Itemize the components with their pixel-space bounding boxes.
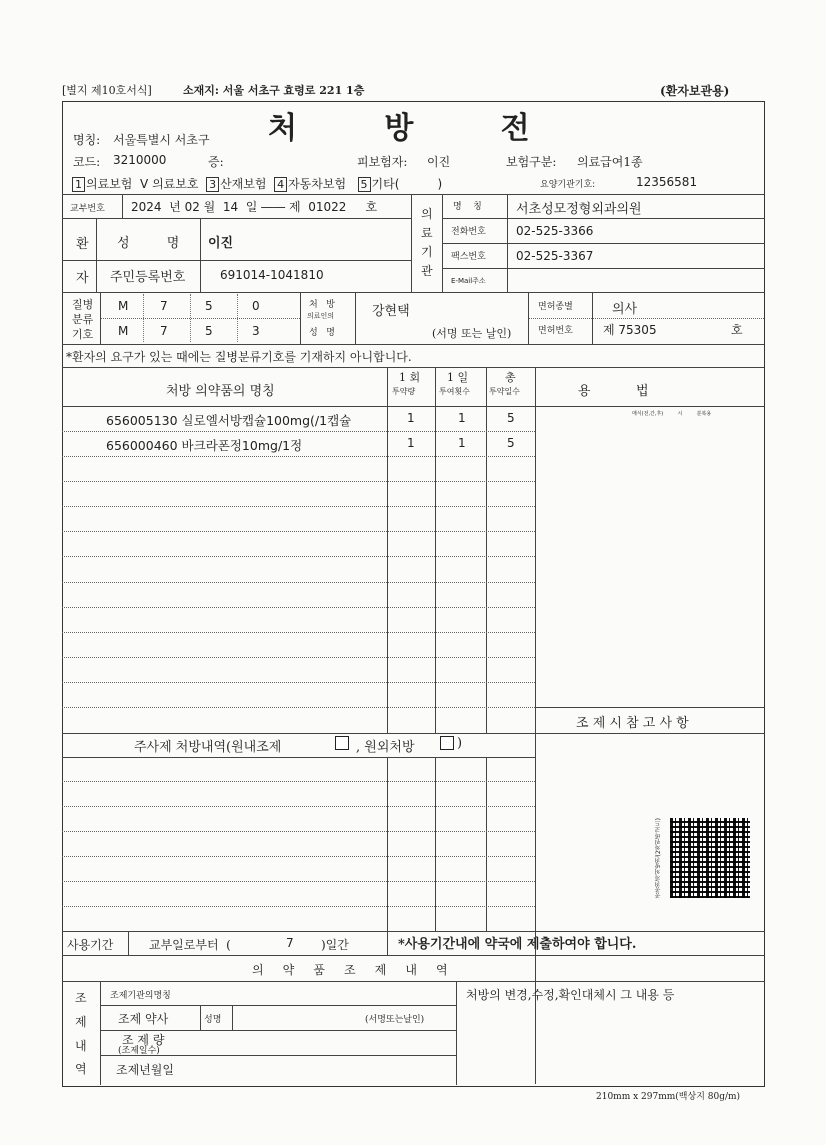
signature-hint: (서명 또는 날인) xyxy=(432,327,512,340)
code-label: 코드: xyxy=(73,155,101,169)
rx-item-dose: 1 xyxy=(407,436,415,450)
rrn-value: 691014-1041810 xyxy=(220,268,324,282)
option-5-box: 5 xyxy=(358,177,371,192)
rx-item-freq: 1 xyxy=(458,411,466,425)
inst-name-value: 서초성모정형외과의원 xyxy=(516,202,642,217)
period-text-b: )일간 xyxy=(321,938,349,952)
patient-side-label-1: 환 xyxy=(76,237,89,252)
license-type-label: 면허종별 xyxy=(538,302,573,312)
page-title: 처 방 전 xyxy=(268,111,544,146)
insurance-type-label: 보험구분: xyxy=(506,155,557,169)
col-days-top: 총 xyxy=(505,371,516,384)
inst-fax-value: 02-525-3367 xyxy=(516,249,594,263)
disease-code-2-0: M xyxy=(118,324,129,338)
rx-item-days: 5 xyxy=(507,411,515,425)
injection-label-c: ) xyxy=(457,736,463,751)
col-usage: 용 법 xyxy=(578,384,649,399)
pharmacist-label: 조제 약사 xyxy=(118,1012,169,1026)
option-3-label: 산재보험 xyxy=(220,177,267,191)
period-days: 7 xyxy=(286,936,294,950)
dispense-institution-label: 조제기관의명칭 xyxy=(110,991,171,1001)
license-type-value: 의사 xyxy=(612,302,638,317)
paper-spec: 210mm x 297mm(백상지 80g/m) xyxy=(596,1092,741,1102)
license-no-label: 면허번호 xyxy=(538,326,573,336)
col-freq-bottom: 투여횟수 xyxy=(439,387,470,396)
dispense-side-4: 역 xyxy=(75,1062,87,1076)
period-label: 사용기간 xyxy=(67,938,114,952)
issue-date: 2024 년 02 월 14 일 ―― 제 01022 호 xyxy=(131,200,378,214)
name-label: 명칭: xyxy=(73,133,101,147)
option-4-box: 4 xyxy=(274,177,287,192)
rx-item-name: 656000460 바크라폰정10mg/1정 xyxy=(106,438,303,453)
code-value: 3210000 xyxy=(113,153,167,167)
disease-code-2-1: 7 xyxy=(160,324,168,338)
in-house-checkbox[interactable] xyxy=(335,736,349,750)
col-days-bottom: 투약일수 xyxy=(489,387,520,396)
option-1-box: 1 xyxy=(72,177,85,192)
dispense-side-3: 내 xyxy=(75,1039,87,1053)
inst-fax-label: 팩스번호 xyxy=(451,252,486,262)
copy-type: (환자보관용) xyxy=(660,84,730,98)
institution-code-value: 12356581 xyxy=(636,175,698,189)
insured-value: 이진 xyxy=(427,155,451,169)
amount-sub-label: (조제일수) xyxy=(118,1046,160,1056)
inst-phone-value: 02-525-3366 xyxy=(516,224,594,238)
patient-name: 이진 xyxy=(208,236,234,251)
certificate-label: 증: xyxy=(208,155,224,169)
insurance-options xyxy=(72,175,442,192)
disease-label-2: 분류 xyxy=(72,313,94,326)
rx-item-freq: 1 xyxy=(458,436,466,450)
inst-phone-label: 전화번호 xyxy=(451,227,486,237)
amount-label: 조 제 량 xyxy=(122,1033,165,1047)
disease-code-1-2: 5 xyxy=(205,299,213,313)
institution-code-label: 요양기관기호: xyxy=(540,180,596,190)
option-4-label: 자동차보험 xyxy=(288,177,347,191)
dispense-side-1: 조 xyxy=(75,991,87,1005)
insurance-type-value: 의료급여1종 xyxy=(577,155,643,169)
dispense-side-2: 제 xyxy=(75,1015,87,1029)
col-dose-top: 1 회 xyxy=(399,371,421,384)
option-2-label: 의료보호 xyxy=(152,177,199,191)
outside-checkbox[interactable] xyxy=(440,736,454,750)
option-1-label: 의료보험 xyxy=(86,177,133,191)
form-number: [별지 제10호서식] xyxy=(62,84,152,97)
disease-code-1-0: M xyxy=(118,299,129,313)
period-text-a: 교부일로부터 ( xyxy=(149,938,231,952)
prescriber-label-small: 의료인의 xyxy=(307,312,335,320)
option-3-box: 3 xyxy=(206,177,219,192)
prescription-qr-code xyxy=(670,818,750,898)
patient-name-label: 성 명 xyxy=(117,236,180,251)
classification-notice: *환자의 요구가 있는 때에는 질병분류기호를 기재하지 아니합니다. xyxy=(66,350,412,364)
prescriber-name: 강현택 xyxy=(372,304,410,319)
col-drug-name: 처방 의약품의 명칭 xyxy=(166,384,275,399)
name-value: 서울특별시 서초구 xyxy=(113,133,210,147)
institution-side-label: 의 료 기 관 xyxy=(421,207,433,278)
dispense-date-label: 조제년월일 xyxy=(116,1063,174,1077)
disease-label-3: 기호 xyxy=(72,328,94,341)
pharmacy-note-title: 조 제 시 참 고 사 항 xyxy=(576,716,689,731)
insured-label: 피보험자: xyxy=(357,155,408,169)
pharmacist-name-label: 성명 xyxy=(204,1015,222,1025)
rrn-label: 주민등록번호 xyxy=(110,270,186,285)
disease-code-2-3: 3 xyxy=(252,324,260,338)
rx-item-dose: 1 xyxy=(407,411,415,425)
qr-caption: 공공전자처방전(2차원바코드) xyxy=(655,818,662,899)
disease-code-1-1: 7 xyxy=(160,299,168,313)
disease-label-1: 질병 xyxy=(72,298,94,311)
option-5-label: 기타( ) xyxy=(371,177,443,191)
rx-item-name: 656005130 실로엘서방캡슐100mg(/1캡슐 xyxy=(106,413,352,428)
disease-code-2-2: 5 xyxy=(205,324,213,338)
inst-name-label: 명 칭 xyxy=(453,202,482,212)
usage-small: 매식(전,간,후) 시 분복용 xyxy=(632,411,712,417)
period-warning: *사용기간내에 약국에 제출하여야 합니다. xyxy=(398,937,637,952)
prescriber-label-1: 처 방 xyxy=(309,300,335,310)
injection-label: 주사제 처방내역(원내조제 xyxy=(134,740,282,755)
issue-label: 교부번호 xyxy=(70,204,105,214)
rx-item-days: 5 xyxy=(507,436,515,450)
license-no-value: 제 75305 xyxy=(603,323,657,337)
col-dose-bottom: 투약량 xyxy=(392,387,416,396)
pharmacist-sig-label: (서명또는날인) xyxy=(365,1015,425,1025)
injection-label-b: , 원외처방 xyxy=(356,740,415,755)
license-no-suffix: 호 xyxy=(731,323,743,337)
inst-email-label: E-Mail주소 xyxy=(451,277,486,285)
clinic-address: 소재지: 서울 서초구 효령로 221 1층 xyxy=(183,84,365,97)
patient-side-label-2: 자 xyxy=(76,271,89,286)
change-note: 처방의 변경,수정,확인대체시 그 내용 등 xyxy=(466,988,675,1002)
prescriber-label-2: 성 명 xyxy=(309,328,335,338)
dispense-title: 의 약 품 조 제 내 역 xyxy=(252,963,448,977)
col-freq-top: 1 일 xyxy=(447,371,469,384)
disease-code-1-3: 0 xyxy=(252,299,260,313)
option-2-mark: V xyxy=(140,177,149,191)
